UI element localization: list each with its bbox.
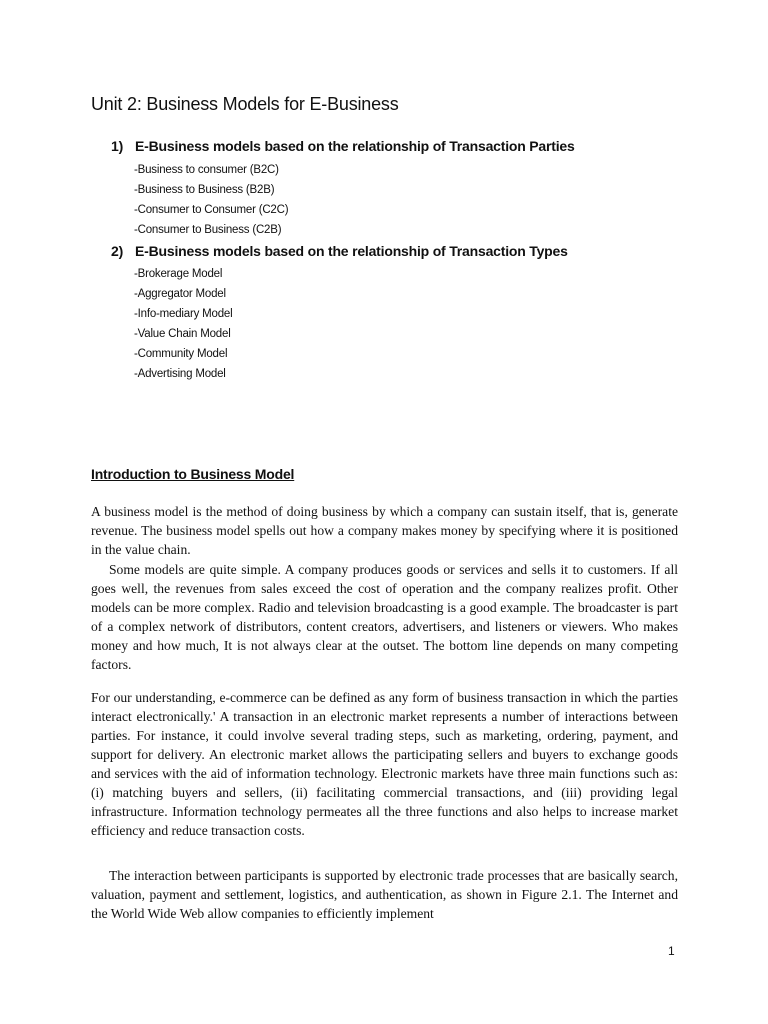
paragraph-1: A business model is the method of doing business by which a company can sustain itself, that is, generate revenue. The business model spells out how a company makes money by specifying where it is positioned in the value chain. — [91, 504, 678, 557]
section-1-number: 1) — [111, 138, 124, 154]
section-2-heading-text: E-Business models based on the relationship of Transaction Types — [135, 243, 568, 259]
list-item: -Advertising Model — [134, 368, 226, 380]
document-title: Unit 2: Business Models for E-Business — [91, 94, 399, 114]
paragraph-2: Some models are quite simple. A company produces goods or services and sells it to customers. If all goes well, the revenues from sales exceed the cost of operation and the company realizes profit. Other models can be more complex. Radio and television broadcasting is a good example. The broadcaster is part of a complex network of distributors, content creators, advertisers, and listeners or viewers. Who makes money and how much, It is not always clear at the outset. The bottom line depends on many competing factors. — [91, 562, 678, 672]
page-number: 1 — [668, 944, 675, 958]
list-item: -Value Chain Model — [134, 328, 231, 340]
section-2-heading — [111, 243, 568, 259]
list-item: -Business to consumer (B2C) — [134, 164, 279, 176]
paragraph-3: For our understanding, e-commerce can be defined as any form of business transaction in which the parties interact electronically.' A transaction in an electronic market represents a number of interactions between parties. For instance, it could involve several trading steps, such as marketing, ordering, payment, and support for delivery. An electronic market allows the participating sellers and buyers to exchange goods and services with the aid of information technology. Electronic markets have three main functions such as: (i) matching buyers and sellers, (ii) facilitating commercial transactions, and (iii) providing legal infrastructure. Information technology permeates all the three functions and also helps to increase market efficiency and reduce transaction costs. — [91, 690, 678, 838]
list-item: -Brokerage Model — [134, 268, 223, 280]
list-item: -Consumer to Business (C2B) — [134, 224, 282, 236]
section-2-number: 2) — [111, 243, 124, 259]
list-item: -Consumer to Consumer (C2C) — [134, 204, 289, 216]
section-1-heading — [111, 138, 575, 154]
paragraph-4: The interaction between participants is supported by electronic trade processes that are basically search, valuation, payment and settlement, logistics, and authentication, as shown in Figure 2.1. The Internet and the World Wide Web allow companies to efficiently implement — [91, 868, 678, 921]
intro-heading: Introduction to Business Model — [91, 466, 295, 482]
section-1-heading-text: E-Business models based on the relationship of Transaction Parties — [135, 138, 575, 154]
list-item: -Community Model — [134, 348, 228, 360]
list-item: -Info-mediary Model — [134, 308, 233, 320]
list-item: -Aggregator Model — [134, 288, 226, 300]
section-1-list — [134, 160, 288, 240]
section-2-list — [134, 264, 232, 384]
list-item: -Business to Business (B2B) — [134, 184, 275, 196]
